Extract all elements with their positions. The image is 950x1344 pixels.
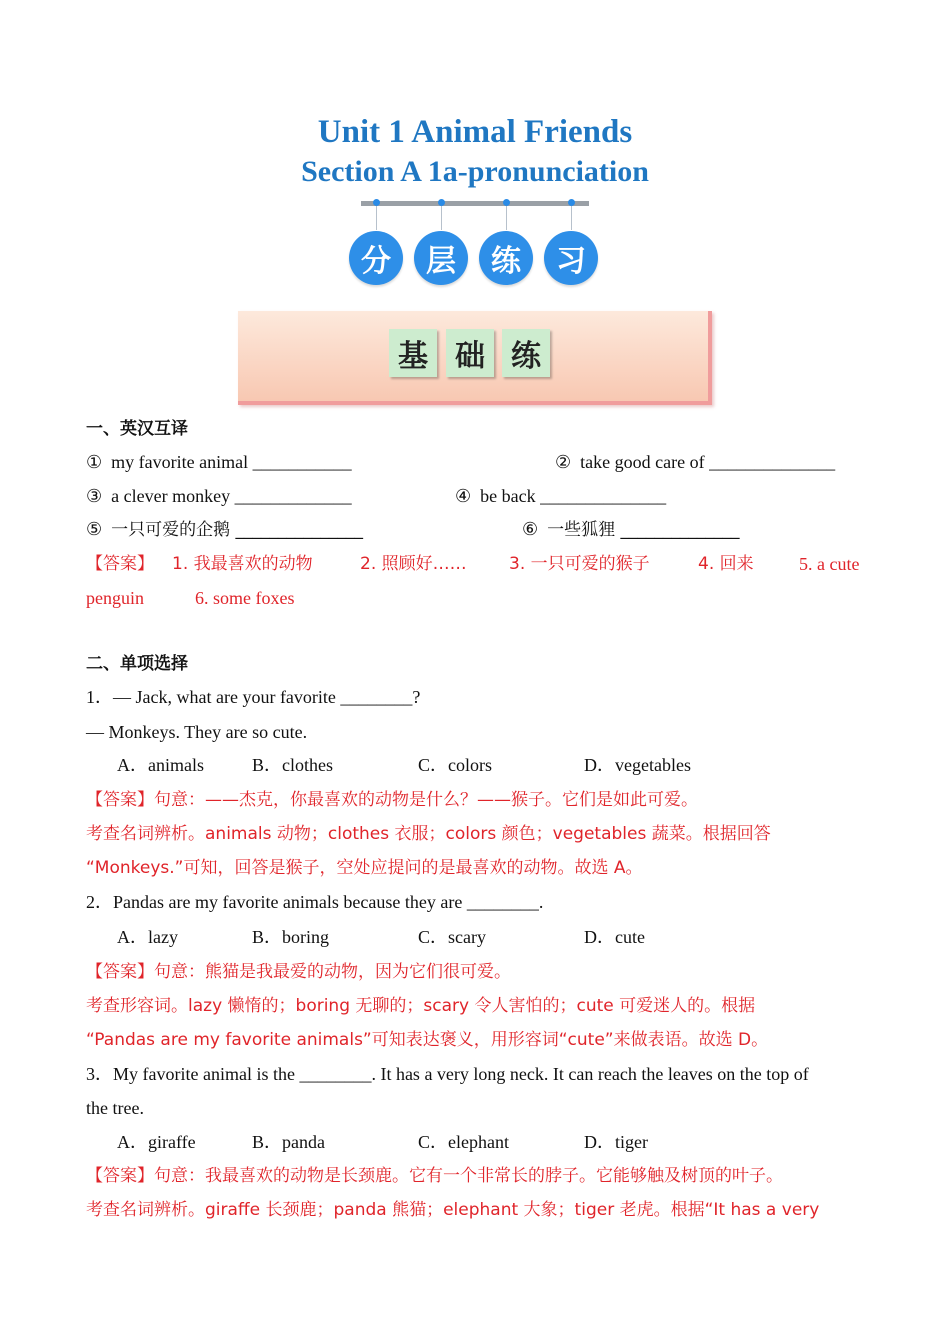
rail-line [376,206,377,230]
option: C．colors [418,755,492,775]
translation-item [86,485,352,507]
rail-dot [373,199,380,206]
translation-item [86,451,352,473]
question-stem: 3．My favorite animal is the ________. It has a very long neck. It can reach the leaves on the top of [86,1064,809,1084]
item-text: 一些狐狸 ______________ [547,520,740,540]
rail-dot [503,199,510,206]
answer-line: “Pandas are my favorite animals”可知表达褒义，用形容词“cute”来做表语。故选 D。 [86,1030,769,1050]
option: D．cute [584,927,645,947]
badge-circle: 层 [414,231,468,285]
option: D．vegetables [584,755,691,775]
answer-line: 考查名词辨析。giraffe 长颈鹿；panda 熊猫；elephant 大象；tiger 老虎。根据“It has a very [86,1200,820,1220]
answer-label: 【答案】 [86,554,154,574]
banner-tile: 练 [502,329,550,377]
option: C．scary [418,927,486,947]
option: B．boring [252,927,330,947]
question-stem: the tree. [86,1098,144,1118]
banner-tile: 基 [389,329,437,377]
answer-line: 考查名词辨析。animals 动物；clothes 衣服；colors 颜色；vegetables 蔬菜。根据回答 [86,824,771,844]
option: B．panda [252,1132,325,1152]
option: C．elephant [418,1132,509,1152]
section-subtitle: Section A 1a-pronunciation [301,155,649,188]
section-heading-translation: 一、英汉互译 [86,419,188,439]
translation-item [522,518,740,541]
badge-circle: 习 [544,231,598,285]
option: A．lazy [117,927,178,947]
answer-text: 5. a cute [799,554,860,574]
answer-text: 4. 回来 [698,554,754,574]
item-number: ④ [455,486,472,506]
answer-text: 2. 照顾好…… [360,554,467,574]
answer-text: penguin [86,588,144,608]
option: D．tiger [584,1132,648,1152]
option: A．animals [117,755,204,775]
decor-rail [361,201,589,206]
item-text: a clever monkey _____________ [111,486,352,506]
question-stem: 1．— Jack, what are your favorite ________? [86,687,421,707]
rail-line [441,206,442,230]
badge-circle: 练 [479,231,533,285]
question-stem: — Monkeys. They are so cute. [86,722,308,742]
answer-line: 【答案】句意：我最喜欢的动物是长颈鹿。它有一个非常长的脖子。它能够触及树顶的叶子。 [86,1166,783,1186]
translation-item [555,451,835,473]
section-heading-choice: 二、单项选择 [86,654,188,674]
rail-line [571,206,572,230]
answer-text: 6. some foxes [195,588,295,608]
item-text: my favorite animal ___________ [111,452,352,472]
rail-line [506,206,507,230]
badge-circle: 分 [349,231,403,285]
item-number: ③ [86,486,103,506]
answer-text: 3. 一只可爱的猴子 [509,554,650,574]
answer-line: 【答案】句意：熊猫是我最爱的动物，因为它们很可爱。 [86,962,511,982]
question-stem: 2．Pandas are my favorite animals because they are ________. [86,892,544,912]
item-text: 一只可爱的企鹅 _______________ [111,520,364,540]
item-text: be back ______________ [480,486,667,506]
answer-line: “Monkeys.”可知，回答是猴子，空处应提问的是最喜欢的动物。故选 A。 [86,858,643,878]
translation-item [455,485,666,507]
option: B．clothes [252,755,333,775]
item-number: ⑥ [522,519,539,539]
rail-dot [568,199,575,206]
item-number: ② [555,452,572,472]
answer-line: 【答案】句意：——杰克，你最喜欢的动物是什么？——猴子。它们是如此可爱。 [86,790,698,810]
answer-line: 考查形容词。lazy 懒惰的；boring 无聊的；scary 令人害怕的；cute 可爱迷人的。根据 [86,996,756,1016]
item-number: ① [86,452,103,472]
banner-tile: 础 [446,329,494,377]
translation-item [86,518,363,541]
item-text: take good care of ______________ [580,452,836,472]
rail-dot [438,199,445,206]
item-number: ⑤ [86,519,103,539]
option: A．giraffe [117,1132,196,1152]
unit-title: Unit 1 Animal Friends [317,114,633,150]
answer-text: 1. 我最喜欢的动物 [172,554,313,574]
